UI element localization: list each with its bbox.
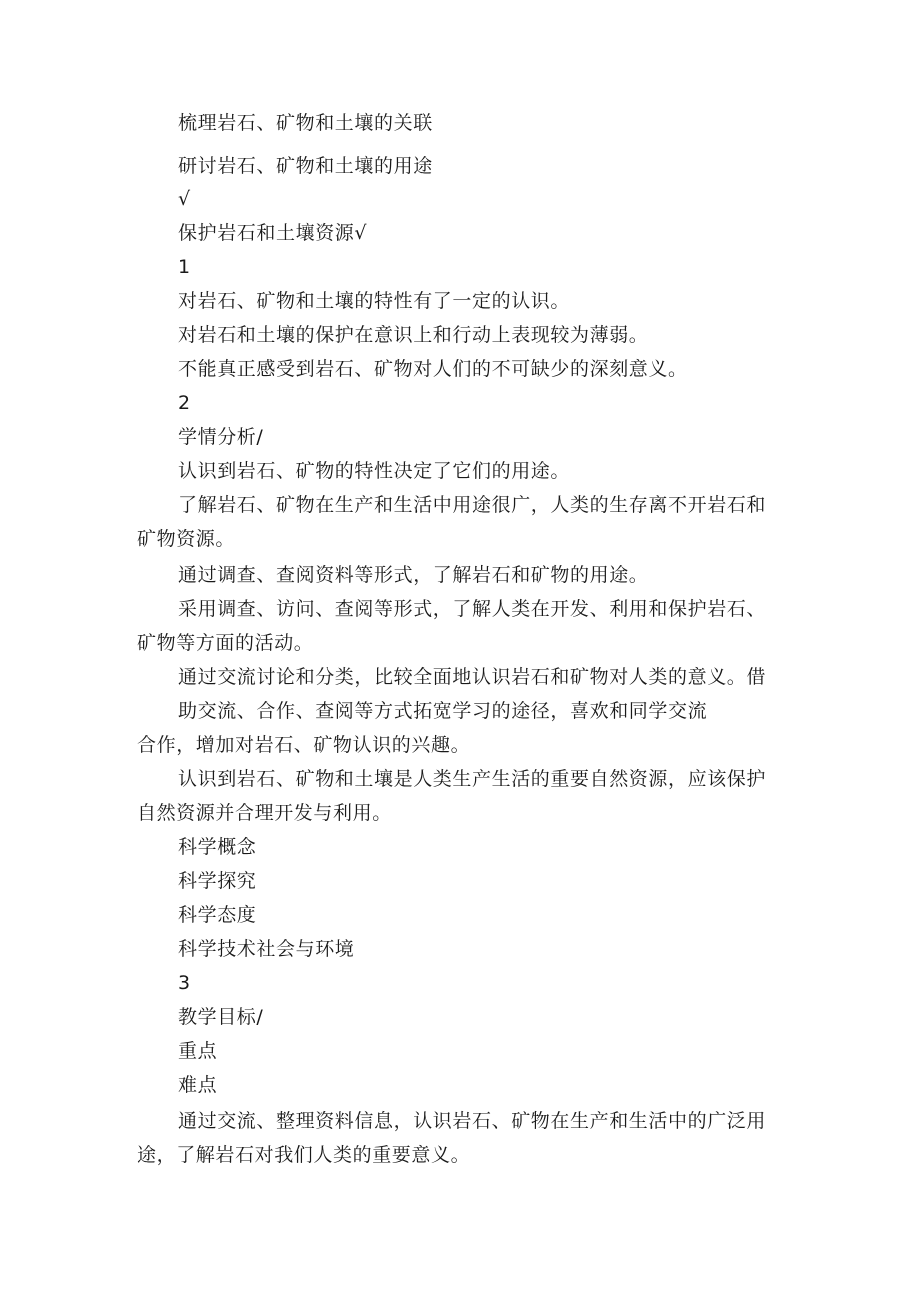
objective-category: 科学态度 bbox=[178, 904, 257, 926]
key-point-label: 重点 bbox=[178, 1040, 218, 1062]
text-line: 认识到岩石、矿物的特性决定了它们的用途。 bbox=[178, 460, 571, 482]
objective-category: 科学概念 bbox=[178, 836, 257, 858]
text-line: 合作，增加对岩石、矿物认识的兴趣。 bbox=[137, 734, 471, 756]
section-number: 2 bbox=[178, 392, 191, 414]
text-line: 认识到岩石、矿物和土壤是人类生产生活的重要自然资源，应该保护 bbox=[178, 768, 767, 790]
text-line: 梳理岩石、矿物和土壤的关联 bbox=[178, 112, 433, 134]
text-line: 通过交流讨论和分类，比较全面地认识岩石和矿物对人类的意义。借 bbox=[178, 666, 767, 688]
text-line: 采用调查、访问、查阅等形式，了解人类在开发、利用和保护岩石、 bbox=[178, 598, 767, 620]
text-line: 了解岩石、矿物在生产和生活中用途很广，人类的生存离不开岩石和 bbox=[178, 494, 767, 516]
section-number: 1 bbox=[178, 256, 191, 278]
text-line: 途，了解岩石对我们人类的重要意义。 bbox=[137, 1144, 471, 1166]
check-mark: √ bbox=[178, 188, 191, 210]
section-number: 3 bbox=[178, 972, 191, 994]
text-line: 矿物资源。 bbox=[137, 528, 236, 550]
text-line: 不能真正感受到岩石、矿物对人们的不可缺少的深刻意义。 bbox=[178, 358, 688, 380]
text-line: 助交流、合作、查阅等方式拓宽学习的途径，喜欢和同学交流 bbox=[178, 700, 708, 722]
objective-category: 科学技术社会与环境 bbox=[178, 938, 355, 960]
text-line: 通过调查、查阅资料等形式，了解岩石和矿物的用途。 bbox=[178, 564, 649, 586]
text-line: 对岩石、矿物和土壤的特性有了一定的认识。 bbox=[178, 290, 571, 312]
text-line: 研讨岩石、矿物和土壤的用途 bbox=[178, 155, 433, 177]
text-line: 自然资源并合理开发与利用。 bbox=[137, 802, 392, 824]
text-line: 矿物等方面的活动。 bbox=[137, 632, 314, 654]
text-line: 保护岩石和土壤资源√ bbox=[178, 222, 368, 244]
difficulty-label: 难点 bbox=[178, 1074, 218, 1096]
section-heading: 学情分析/ bbox=[178, 426, 264, 448]
objective-category: 科学探究 bbox=[178, 870, 257, 892]
text-line: 对岩石和土壤的保护在意识上和行动上表现较为薄弱。 bbox=[178, 324, 649, 346]
section-heading: 教学目标/ bbox=[178, 1006, 264, 1028]
text-line: 通过交流、整理资料信息，认识岩石、矿物在生产和生活中的广泛用 bbox=[178, 1110, 767, 1132]
